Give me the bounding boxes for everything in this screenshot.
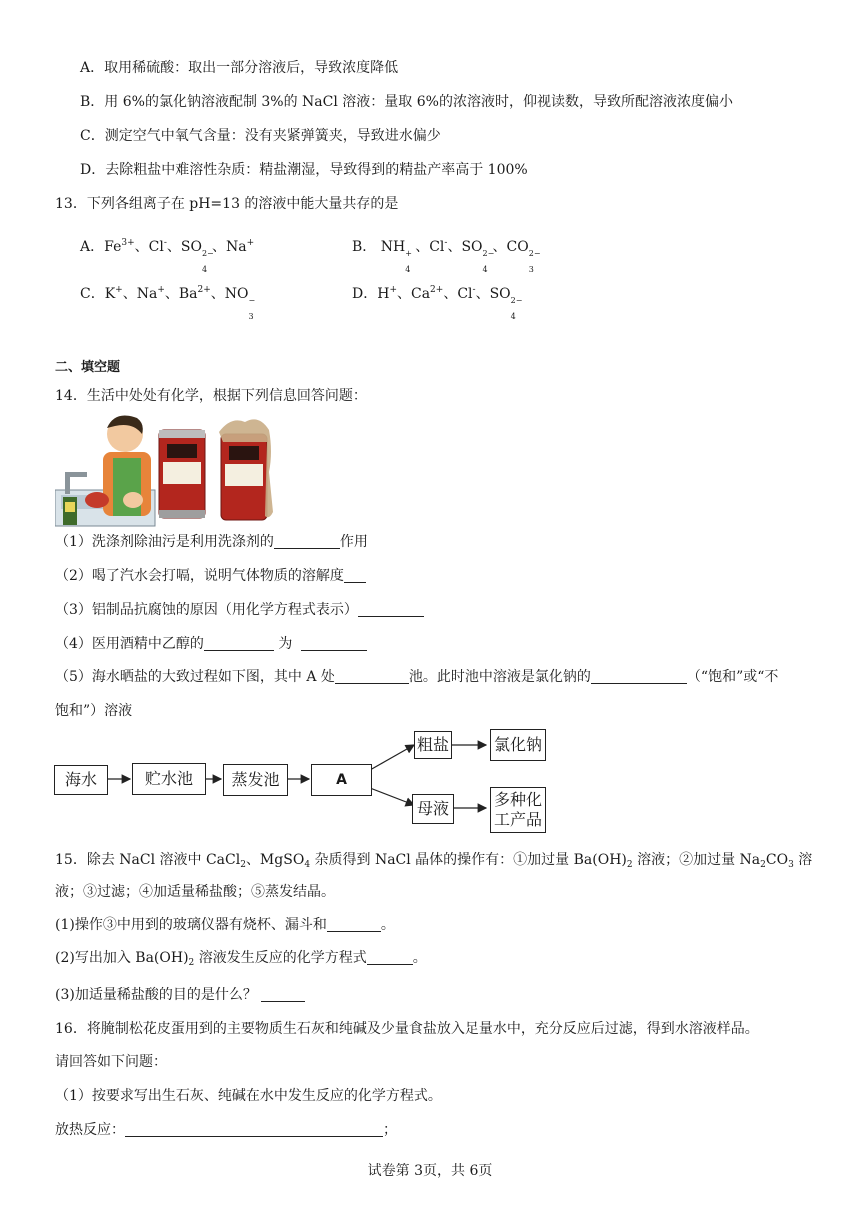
q15-stem-cont: 液；③过滤；④加适量稀盐酸；⑤蒸发结晶。 [55, 884, 335, 900]
answer-blank[interactable] [125, 1121, 383, 1137]
q15-sub2: (2)写出加入 $Ba(OH)_2$ 溶液发生反应的化学方程式 。 [55, 950, 427, 968]
q14-part4: （4）医用酒精中乙醇的 为 [55, 634, 367, 654]
q16-stem: 16．将腌制松花皮蛋用到的主要物质生石灰和纯碱及少量食盐放入足量水中，充分反应后过滤，得到水溶液样品。 [55, 1021, 759, 1037]
flow-node-a: A [311, 764, 372, 796]
q16-exothermic: 放热反应： ； [55, 1122, 397, 1138]
q14-part3: （3）铝制品抗腐蚀的原因（用化学方程式表示） [55, 600, 424, 620]
page-footer: 试卷第 3页，共 6页 [367, 1163, 493, 1179]
q14-part5-cont: 饱和”）溶液 [55, 703, 133, 719]
q14-part2: （2）喝了汽水会打嗝，说明气体物质的溶解度 [55, 566, 366, 586]
q12-option-b: B．用 6%的氯化钠溶液配制 3%的 NaCl 溶液：量取 6%的浓溶液时，仰视读数，导致所配溶液浓度偏小 [80, 94, 733, 110]
q14-part5: （5）海水晒盐的大致过程如下图，其中 A 处 池。此时池中溶液是氯化钠的 （“饱和”或“不 [55, 669, 779, 685]
q13-stem: 13．下列各组离子在 pH=13 的溶液中能大量共存的是 [55, 196, 399, 212]
flow-node-evaporation-pond: 蒸发池 [223, 764, 288, 796]
q15-stem: 15．除去 NaCl 溶液中 CaCl$_2$、MgSO$_4$ 杂质得到 NaCl 晶体的操作有：①加过量 $Ba(OH)_2$ 溶液；②加过量 $Na_2CO_3$ 溶 [55, 852, 813, 870]
q16-stem-cont: 请回答如下问题： [55, 1054, 167, 1070]
flow-node-seawater: 海水 [54, 765, 108, 795]
q13-option-d: D．H+、$Ca^{2+}$、Cl-、SO 2− 4 [352, 285, 523, 321]
flow-node-chemical-products: 多种化 工产品 [490, 787, 546, 833]
flow-node-reservoir: 贮水池 [132, 763, 206, 795]
answer-blank[interactable] [327, 916, 381, 932]
q16-part1: （1）按要求写出生石灰、纯碱在水中发生反应的化学方程式。 [55, 1088, 442, 1104]
q13-option-b: B． NH + 4 、Cl-、SO 2− 4 、CO 2− 3 [352, 238, 541, 274]
q13-option-c: C．K+、Na+、$Ba^{2+}$、NO − 3 [80, 285, 256, 321]
q13-option-a: A．$Fe^{3+}$、Cl-、SO 2− 4 、Na+ [80, 238, 255, 274]
flow-node-sodium-chloride: 氯化钠 [490, 729, 546, 761]
q14-stem: 14．生活中处处有化学，根据下列信息回答问题： [55, 388, 367, 404]
q14-part1: （1）洗涤剂除油污是利用洗涤剂的 作用 [55, 534, 368, 550]
q15-sub3: (3)加适量稀盐酸的目的是什么？ [55, 985, 305, 1005]
section-heading: 二、填空题 [55, 360, 121, 375]
q12-option-a: A．取用稀硫酸：取出一部分溶液后，导致浓度降低 [80, 60, 399, 76]
answer-blank[interactable] [367, 949, 413, 965]
q12-option-d: D．去除粗盐中难溶性杂质：精盐潮湿，导致得到的精盐产率高于 100% [80, 162, 528, 178]
q12-option-c: C．测定空气中氧气含量：没有夹紧弹簧夹，导致进水偏少 [80, 128, 441, 144]
q15-sub1: (1)操作③中用到的玻璃仪器有烧杯、漏斗和 。 [55, 917, 395, 933]
answer-blank[interactable] [261, 986, 305, 1002]
flow-node-crude-salt: 粗盐 [414, 731, 452, 759]
flow-node-mother-liquor: 母液 [412, 794, 454, 824]
